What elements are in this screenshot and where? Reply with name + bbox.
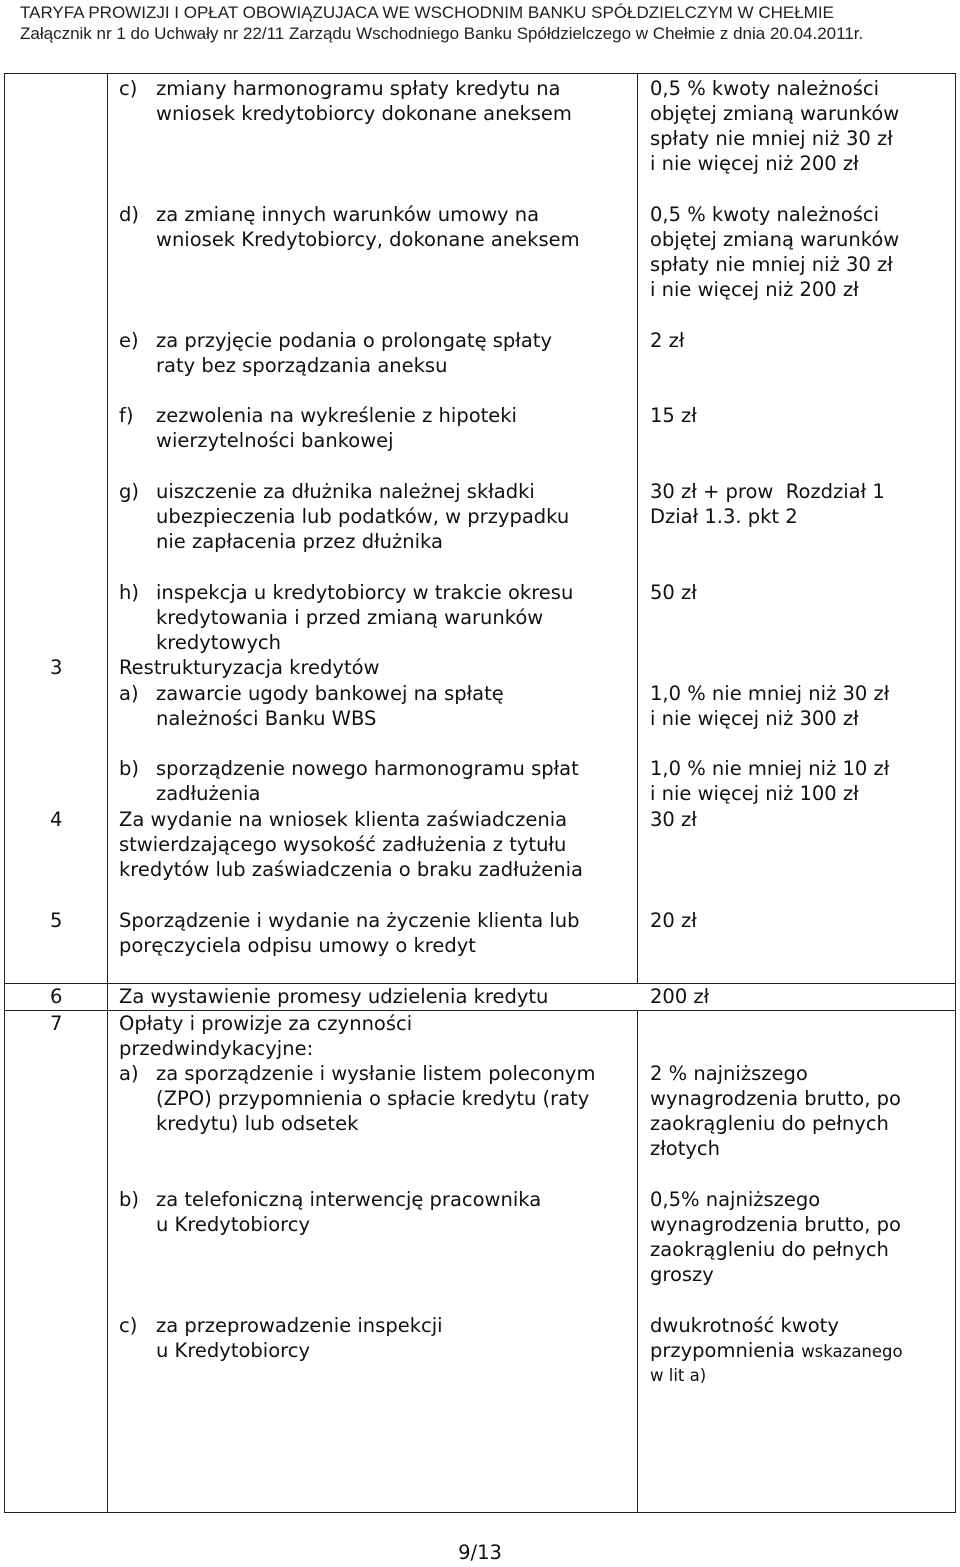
row-h-letter: h) xyxy=(119,581,139,604)
row-7b-letter: b) xyxy=(119,1188,139,1211)
row-5-number: 5 xyxy=(50,909,63,932)
row-7b-fee1: 0,5% najniższego xyxy=(650,1188,821,1211)
row-4-number: 4 xyxy=(50,808,63,831)
row-4-line2: stwierdzającego wysokość zadłużenia z tytułu xyxy=(119,833,567,856)
row-3-title: Restrukturyzacja kredytów xyxy=(119,656,380,679)
row-h-line1: inspekcja u kredytobiorcy w trakcie okresu xyxy=(156,581,574,604)
row-d-line2: wniosek Kredytobiorcy, dokonane aneksem xyxy=(156,228,580,251)
row-g-line3: nie zapłacenia przez dłużnika xyxy=(156,530,443,553)
row-5-line1: Sporządzenie i wydanie na życzenie klienta lub xyxy=(119,909,580,932)
row-g-fee1: 30 zł + prow Rozdział 1 xyxy=(650,480,885,503)
row-6-line1: Za wystawienie promesy udzielenia kredytu xyxy=(119,985,549,1008)
row-e-fee: 2 zł xyxy=(650,329,685,352)
row-7b-line1: za telefoniczną interwencję pracownika xyxy=(156,1188,542,1211)
row-7c-fee3: w lit a) xyxy=(650,1366,707,1385)
row-c-fee4: i nie więcej niż 200 zł xyxy=(650,152,859,175)
page-number: 9/13 xyxy=(458,1541,502,1564)
row-c-fee3: spłaty nie mniej niż 30 zł xyxy=(650,127,893,150)
row-7c-fee2a: przypomnienia xyxy=(650,1339,795,1362)
row-7a-fee2: wynagrodzenia brutto, po xyxy=(650,1087,901,1110)
header-title: TARYFA PROWIZJI I OPŁAT OBOWIĄZUJACA WE WSCHODNIM BANKU SPÓŁDZIELCZYM W CHEŁMIE xyxy=(20,3,834,22)
row-7a-line2: (ZPO) przypomnienia o spłacie kredytu (raty xyxy=(156,1087,590,1110)
row-5-line2: poręczyciela odpisu umowy o kredyt xyxy=(119,934,476,957)
row-7a-line3: kredytu) lub odsetek xyxy=(156,1112,359,1135)
row-4-line1: Za wydanie na wniosek klienta zaświadczenia xyxy=(119,808,568,831)
row-g-line2: ubezpieczenia lub podatków, w przypadku xyxy=(156,505,570,528)
row-h-line3: kredytowych xyxy=(156,631,281,654)
row-c-fee2: objętej zmianą warunków xyxy=(650,102,900,125)
row-7a-fee1: 2 % najniższego xyxy=(650,1062,808,1085)
row-e-letter: e) xyxy=(119,329,139,352)
row-6-number: 6 xyxy=(50,985,63,1008)
row-c-line1: zmiany harmonogramu spłaty kredytu na xyxy=(156,77,561,100)
row-7-line2: przedwindykacyjne: xyxy=(119,1037,314,1060)
row-h-fee: 50 zł xyxy=(650,581,697,604)
column-divider-fee xyxy=(637,73,638,983)
row-c-fee1: 0,5 % kwoty należności xyxy=(650,77,880,100)
row-7c-fee2 xyxy=(650,1338,903,1364)
row-3a-letter: a) xyxy=(119,682,139,705)
document-header xyxy=(20,2,955,44)
row-3-number: 3 xyxy=(50,656,63,679)
row-7c-fee1: dwukrotność kwoty xyxy=(650,1314,839,1337)
row-7c-line2: u Kredytobiorcy xyxy=(156,1339,311,1362)
column-divider-number xyxy=(107,73,108,1513)
row-3b-fee2: i nie więcej niż 100 zł xyxy=(650,782,859,805)
row-7a-letter: a) xyxy=(119,1062,139,1085)
row-7a-fee4: złotych xyxy=(650,1137,720,1160)
row-4-fee: 30 zł xyxy=(650,808,697,831)
row-3a-fee1: 1,0 % nie mniej niż 30 zł xyxy=(650,682,890,705)
row-d-fee1: 0,5 % kwoty należności xyxy=(650,203,880,226)
row-3b-letter: b) xyxy=(119,757,139,780)
row-7c-line1: za przeprowadzenie inspekcji xyxy=(156,1314,443,1337)
row-g-fee2: Dział 1.3. pkt 2 xyxy=(650,505,798,528)
row-7c-fee2b: wskazanego xyxy=(801,1342,903,1361)
row-d-fee4: i nie więcej niż 200 zł xyxy=(650,278,859,301)
row-7c-letter: c) xyxy=(119,1314,138,1337)
row-3a-fee2: i nie więcej niż 300 zł xyxy=(650,707,859,730)
row-f-fee: 15 zł xyxy=(650,404,697,427)
row-7b-fee2: wynagrodzenia brutto, po xyxy=(650,1213,901,1236)
row-d-line1: za zmianę innych warunków umowy na xyxy=(156,203,540,226)
row-7b-fee3: zaokrągleniu do pełnych xyxy=(650,1238,889,1261)
row-4-line3: kredytów lub zaświadczenia o braku zadłużenia xyxy=(119,858,583,881)
row-d-fee3: spłaty nie mniej niż 30 zł xyxy=(650,253,893,276)
row-7-number: 7 xyxy=(50,1012,63,1035)
row-7-line1: Opłaty i prowizje za czynności xyxy=(119,1012,413,1035)
row-3b-line2: zadłużenia xyxy=(156,782,261,805)
row-e-line1: za przyjęcie podania o prolongatę spłaty xyxy=(156,329,552,352)
row-7a-line1: za sporządzenie i wysłanie listem poleconym xyxy=(156,1062,596,1085)
column-divider-fee-lower xyxy=(637,1010,638,1513)
row-3b-fee1: 1,0 % nie mniej niż 10 zł xyxy=(650,757,890,780)
row-7b-fee4: groszy xyxy=(650,1263,714,1286)
row-5-fee: 20 zł xyxy=(650,909,697,932)
row-6-fee: 200 zł xyxy=(650,985,710,1008)
header-subtitle: Załącznik nr 1 do Uchwały nr 22/11 Zarządu Wschodniego Banku Spółdzielczego w Chełmie z dnia 20.04.2011r. xyxy=(20,24,864,43)
row-f-line2: wierzytelności bankowej xyxy=(156,429,394,452)
row-g-line1: uiszczenie za dłużnika należnej składki xyxy=(156,480,535,503)
row-d-fee2: objętej zmianą warunków xyxy=(650,228,900,251)
row-c-letter: c) xyxy=(119,77,138,100)
row-c-line2: wniosek kredytobiorcy dokonane aneksem xyxy=(156,102,572,125)
row-h-line2: kredytowania i przed zmianą warunków xyxy=(156,606,544,629)
row-f-line1: zezwolenia na wykreślenie z hipoteki xyxy=(156,404,517,427)
row-f-letter: f) xyxy=(119,404,134,427)
row-7a-fee3: zaokrągleniu do pełnych xyxy=(650,1112,889,1135)
row-3a-line2: należności Banku WBS xyxy=(156,707,377,730)
row-e-line2: raty bez sporządzania aneksu xyxy=(156,354,448,377)
row-3a-line1: zawarcie ugody bankowej na spłatę xyxy=(156,682,504,705)
row-d-letter: d) xyxy=(119,203,139,226)
row-3b-line1: sporządzenie nowego harmonogramu spłat xyxy=(156,757,579,780)
row-g-letter: g) xyxy=(119,480,139,503)
row-7b-line2: u Kredytobiorcy xyxy=(156,1213,311,1236)
